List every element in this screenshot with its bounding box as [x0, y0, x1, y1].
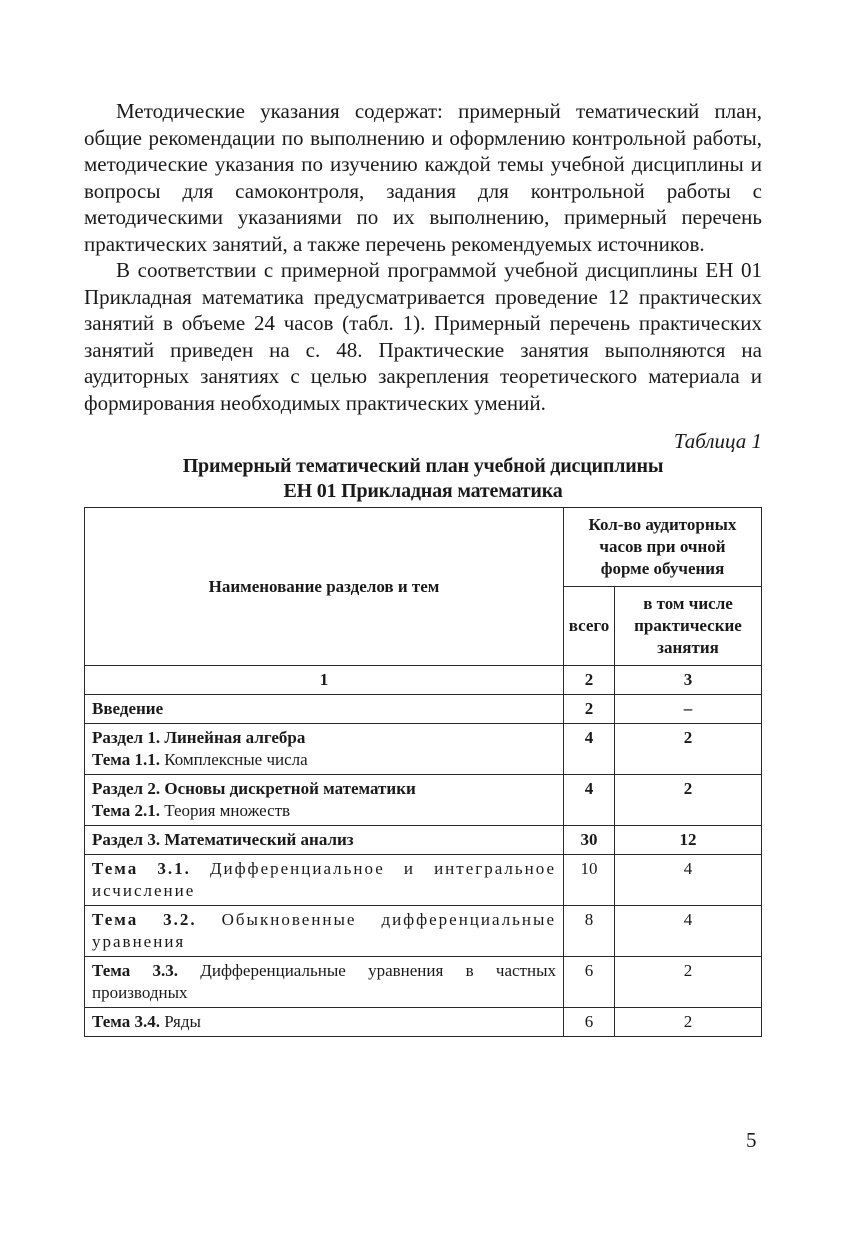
topic-name: Комплексные числа: [159, 750, 308, 769]
hours-practice: 2: [615, 957, 762, 1008]
topic-name: Дифференциальные уравнения в частных производных: [92, 961, 557, 1002]
topic-number: Тема 1.1.: [92, 750, 160, 769]
section-title: Раздел 3. Математический анализ: [92, 830, 354, 849]
section-title: Раздел 2. Основы дискретной математики: [92, 779, 416, 798]
hours-total: 4: [564, 724, 615, 775]
row-title-cell: [85, 775, 564, 826]
hours-practice: 12: [615, 826, 762, 855]
table-title-line-2: ЕН 01 Прикладная математика: [283, 480, 563, 502]
row-title-cell: [85, 855, 564, 906]
table-row: [85, 695, 762, 724]
table-row: [85, 724, 762, 775]
row-title-cell: [85, 826, 564, 855]
table-row: [85, 1008, 762, 1037]
hours-total: 6: [564, 1008, 615, 1037]
hours-practice: 4: [615, 855, 762, 906]
row-title-cell: [85, 695, 564, 724]
hours-practice: –: [615, 695, 762, 724]
topic-number: Тема 3.3.: [92, 961, 178, 980]
table-title: [84, 454, 762, 504]
header-practice: в том числе практические занятия: [615, 587, 762, 666]
colnum-3: 3: [615, 666, 762, 695]
topic-name: Обыкновенные дифференциальные уравнения: [92, 910, 556, 951]
table-row: [85, 826, 762, 855]
hours-total: 6: [564, 957, 615, 1008]
hours-practice: 2: [615, 1008, 762, 1037]
hours-total: 2: [564, 695, 615, 724]
hours-practice: 2: [615, 724, 762, 775]
colnum-2: 2: [564, 666, 615, 695]
row-title-cell: [85, 1008, 564, 1037]
hours-practice: 4: [615, 906, 762, 957]
table-row: [85, 906, 762, 957]
hours-practice: 2: [615, 775, 762, 826]
section-title: Раздел 1. Линейная алгебра: [92, 728, 306, 747]
page-body: [84, 98, 762, 1037]
topic-number: Тема 3.4.: [92, 1012, 160, 1031]
topic-number: Тема 3.2.: [92, 910, 197, 929]
hours-total: 10: [564, 855, 615, 906]
table-row: [85, 957, 762, 1008]
header-total: всего: [564, 587, 615, 666]
table-row: [85, 775, 762, 826]
topic-name: Теория множеств: [159, 801, 291, 820]
header-sections: Наименование разделов и тем: [85, 508, 564, 666]
table-row: [85, 855, 762, 906]
table-title-line-1: Примерный тематический план учебной дисциплины: [182, 455, 664, 477]
row-title-cell: [85, 906, 564, 957]
row-title-cell: [85, 724, 564, 775]
topic-number: Тема 2.1.: [92, 801, 160, 820]
hours-total: 30: [564, 826, 615, 855]
topic-name: Дифференциальное и интегральное исчисление: [92, 859, 557, 900]
column-number-row: [85, 666, 762, 695]
topic-name: Ряды: [159, 1012, 201, 1031]
colnum-1: 1: [85, 666, 564, 695]
hours-total: 8: [564, 906, 615, 957]
topic-number: Тема 3.1.: [92, 859, 191, 878]
hours-total: 4: [564, 775, 615, 826]
table-label: Таблица 1: [673, 429, 762, 453]
thematic-plan-table: [84, 507, 762, 1037]
paragraph-2: В соответствии с примерной программой учебной дисциплины ЕН 01 Прикладная математика предусматривается проведение 12 практических занятий в объеме 24 часов (табл. 1). Примерный перечень практических занятий приведен на с. 48. Практические занятия выполняются на аудиторных занятиях с целью закрепления теоретического материала и формирования необходимых практических умений.: [84, 258, 762, 415]
row-title-cell: [85, 957, 564, 1008]
paragraph-1: Методические указания содержат: примерный тематический план, общие рекомендации по выполнению и оформлению контрольной работы, методические указания по изучению каждой темы учебной дисциплины и вопросы для самоконтроля, задания для контрольной работы с методическими указаниями по их выполнению, примерный перечень практических занятий, а также перечень рекомендуемых источников.: [84, 99, 762, 256]
page-number: 5: [746, 1128, 757, 1152]
section-title: Введение: [92, 699, 164, 718]
header-hours-group: Кол-во аудиторных часов при очной форме обучения: [564, 508, 762, 587]
